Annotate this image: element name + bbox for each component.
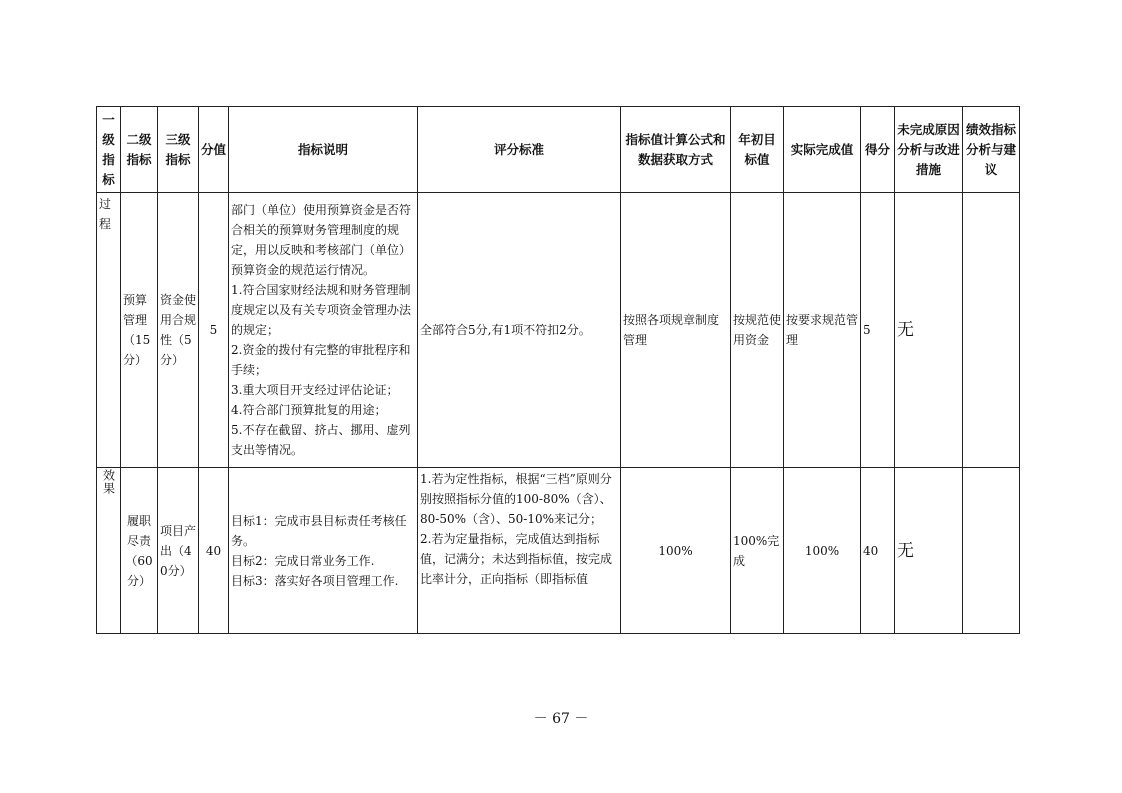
cell-formula: 按照各项规章制度管理 <box>621 193 731 468</box>
header-reason: 未完成原因分析与改进措施 <box>895 107 963 193</box>
cell-score-value: 40 <box>199 468 229 634</box>
cell-standard: 全部符合5分,有1项不符扣2分。 <box>418 193 621 468</box>
cell-score-value: 5 <box>199 193 229 468</box>
cell-formula: 100% <box>621 468 731 634</box>
header-score-value: 分值 <box>199 107 229 193</box>
header-standard: 评分标准 <box>418 107 621 193</box>
header-level2: 二级指标 <box>121 107 158 193</box>
header-target: 年初目标值 <box>731 107 784 193</box>
cell-reason: 无 <box>895 468 963 634</box>
header-actual: 实际完成值 <box>784 107 861 193</box>
cell-level1: 效果 <box>97 468 121 634</box>
cell-level3: 资金使用合规性（5分） <box>158 193 199 468</box>
header-formula: 指标值计算公式和数据获取方式 <box>621 107 731 193</box>
cell-score: 40 <box>861 468 895 634</box>
cell-actual: 按要求规范管理 <box>784 193 861 468</box>
header-score: 得分 <box>861 107 895 193</box>
cell-level2: 预算管理（15分） <box>121 193 158 468</box>
cell-standard: 1.若为定性指标，根据“三档”原则分别按照指标分值的100-80%（含）、80-50%（含）、50-10%来记分； 2.若为定量指标，完成值达到指标值，记满分；未达到指标值，按完成比率计分，正向指标（即指标值 <box>418 468 621 634</box>
header-suggestion: 绩效指标分析与建议 <box>963 107 1020 193</box>
performance-table <box>96 106 1020 634</box>
cell-target: 按规范使用资金 <box>731 193 784 468</box>
table-row <box>97 193 1020 468</box>
table-row <box>97 468 1020 634</box>
header-level3: 三级指标 <box>158 107 199 193</box>
cell-reason: 无 <box>895 193 963 468</box>
cell-target: 100%完成 <box>731 468 784 634</box>
cell-score: 5 <box>861 193 895 468</box>
cell-description: 目标1：完成市县目标责任考核任务。 目标2：完成日常业务工作. 目标3：落实好各项目管理工作. <box>229 468 418 634</box>
cell-description: 部门（单位）使用预算资金是否符合相关的预算财务管理制度的规定，用以反映和考核部门（单位）预算资金的规范运行情况。 1.符合国家财经法规和财务管理制度规定以及有关专项资金管理办法的规定； 2.资金的拨付有完整的审批程序和手续； 3.重大项目开支经过评估论证； 4.符合部门预算批复的用途； 5.不存在截留、挤占、挪用、虚列支出等情况。 <box>229 193 418 468</box>
header-description: 指标说明 <box>229 107 418 193</box>
cell-suggestion <box>963 193 1020 468</box>
cell-actual: 100% <box>784 468 861 634</box>
header-row <box>97 107 1020 193</box>
header-level1: 一级指标 <box>97 107 121 193</box>
cell-suggestion <box>963 468 1020 634</box>
cell-level3: 项目产出（40分） <box>158 468 199 634</box>
page-number: － 67 － <box>533 711 589 727</box>
cell-level2: 履职尽责（60分） <box>121 468 158 634</box>
cell-level1: 过程 <box>97 193 121 468</box>
